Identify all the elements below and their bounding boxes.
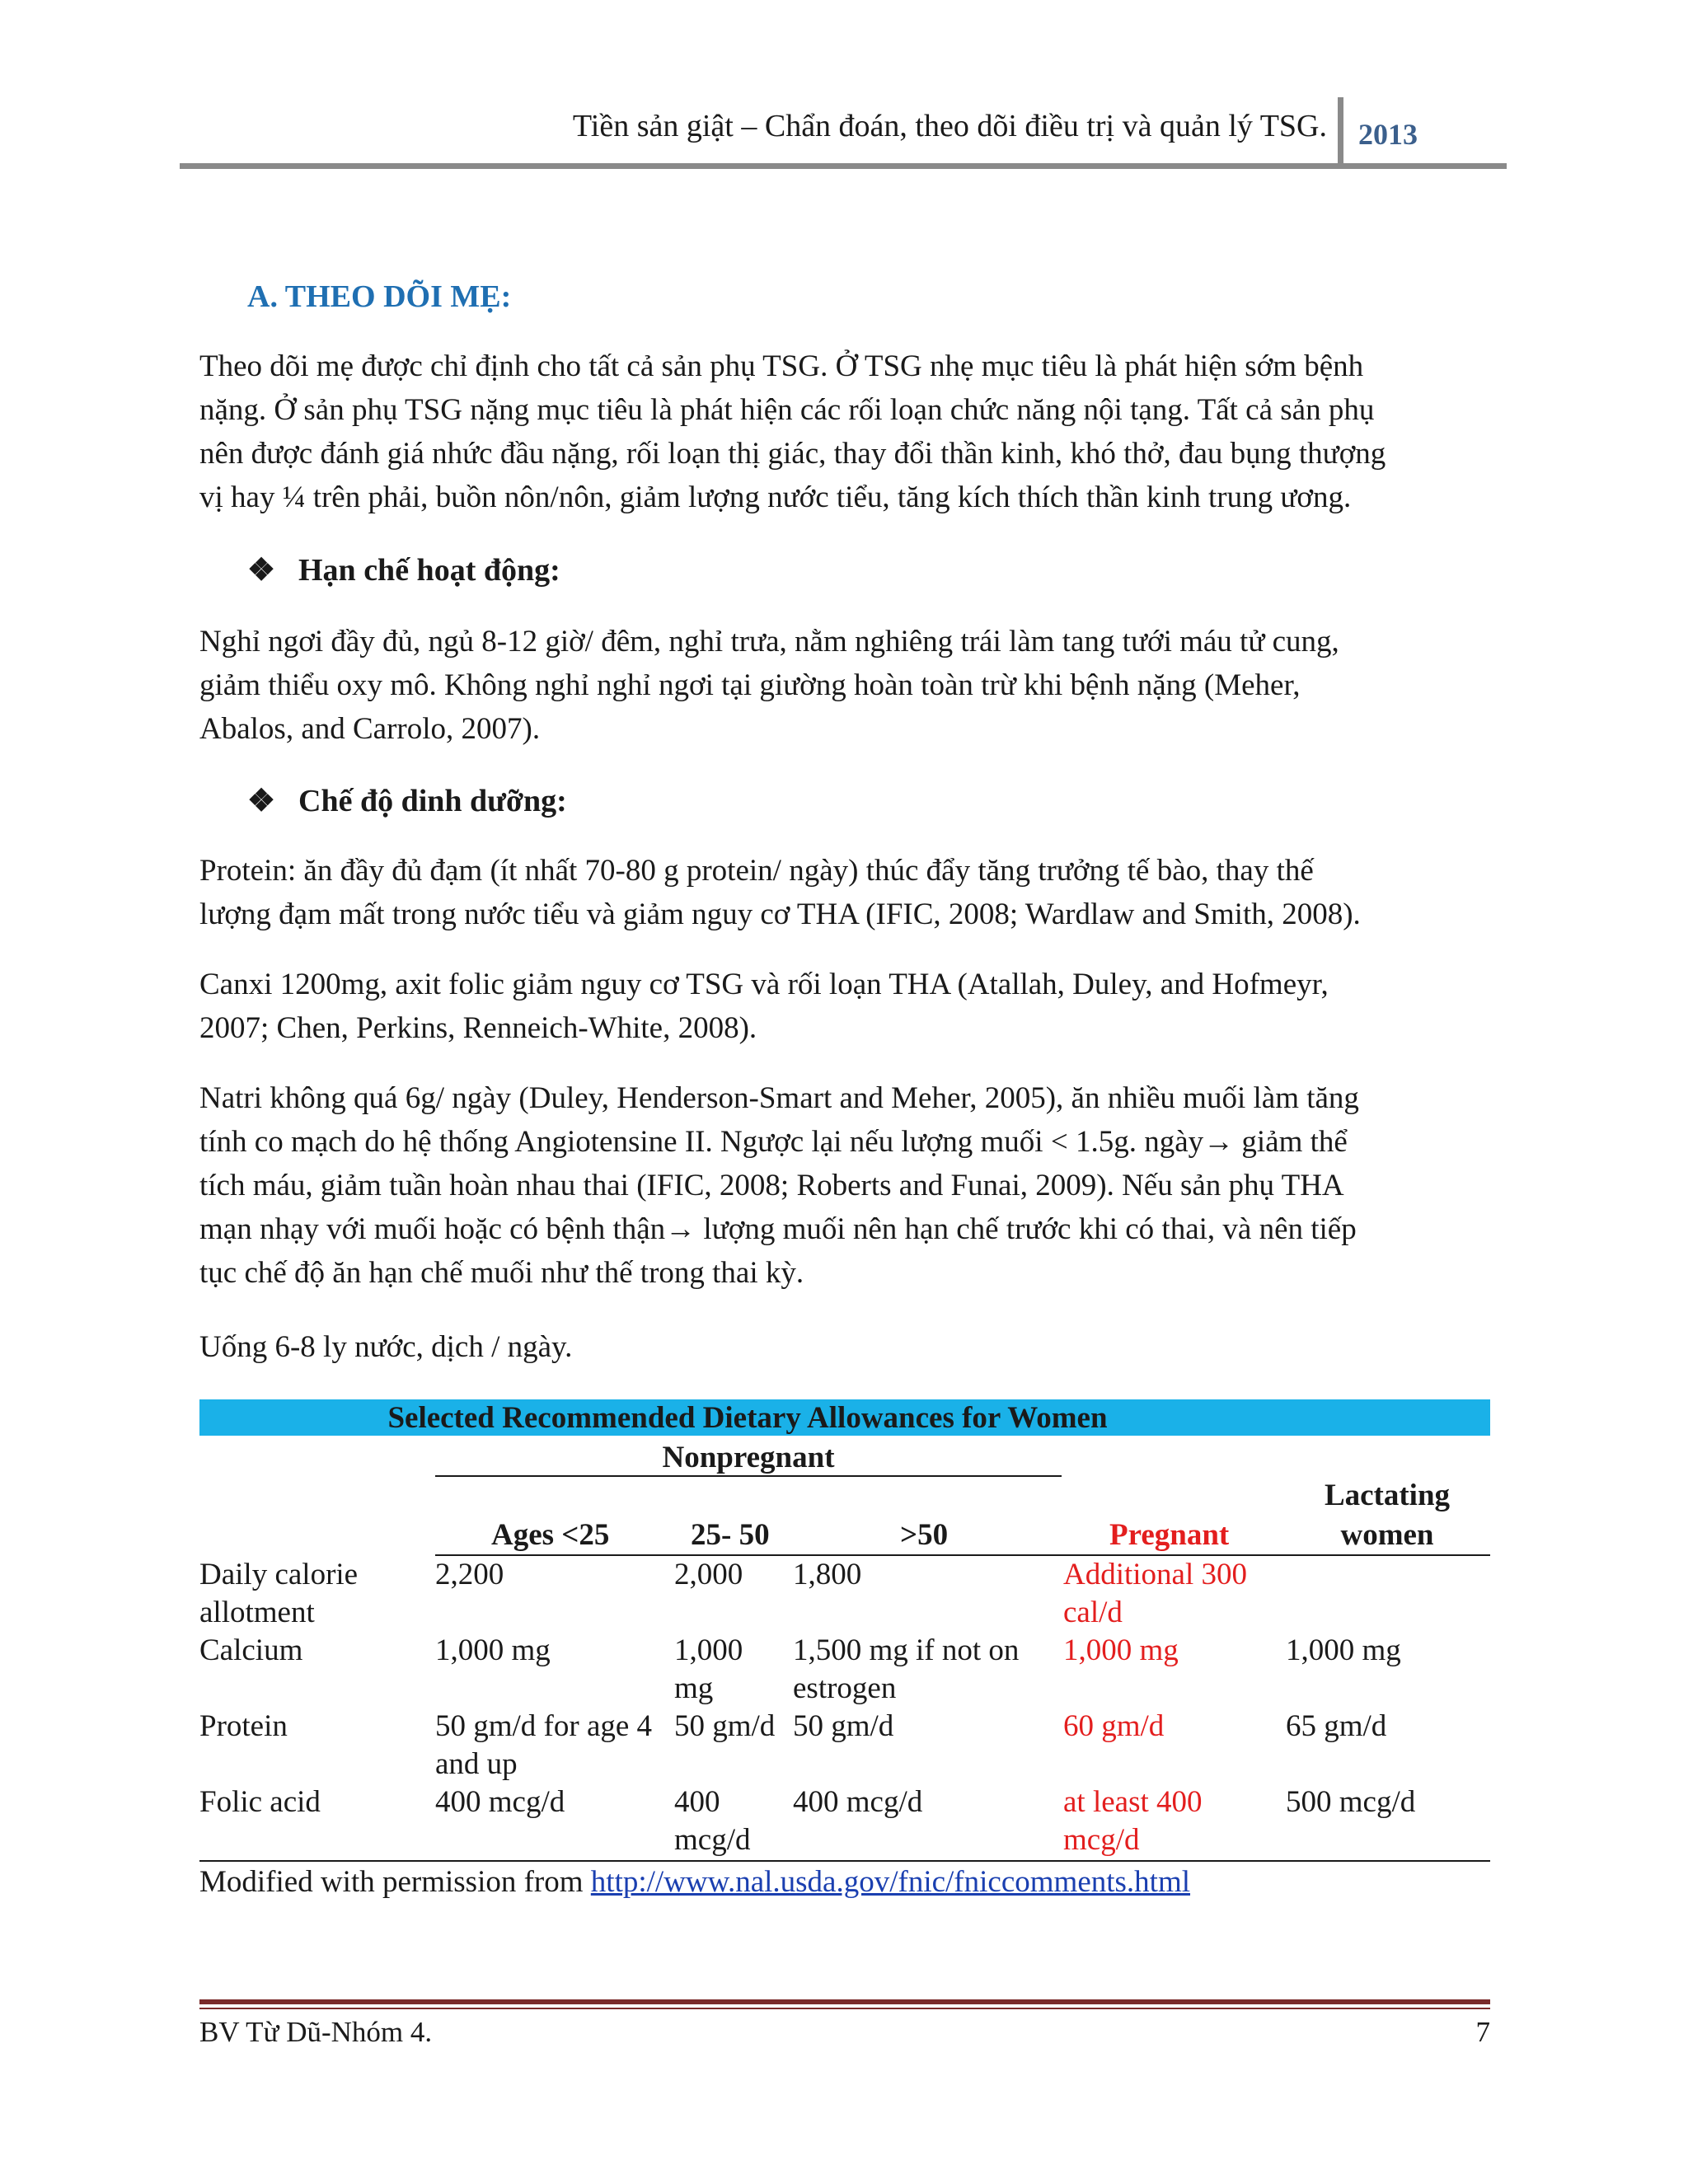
sodium-paragraph bbox=[199, 1076, 1518, 1295]
table-cell: 1,000 mg bbox=[435, 1633, 551, 1667]
activity-paragraph bbox=[199, 620, 1518, 751]
page-number: 7 bbox=[1475, 2016, 1490, 2048]
table-row-label: Daily calorie bbox=[199, 1558, 359, 1591]
table-cell-lactating: 500 mcg/d bbox=[1286, 1785, 1416, 1819]
calcium-line: 2007; Chen, Perkins, Renneich-White, 2008). bbox=[199, 1011, 757, 1045]
activity-heading-text: Hạn chế hoạt động: bbox=[298, 553, 560, 588]
table-cell: 400 mcg/d bbox=[793, 1785, 923, 1819]
table-cell: 1,500 mg if not on bbox=[793, 1633, 1020, 1667]
table-cell-pregnant: 60 gm/d bbox=[1063, 1709, 1165, 1743]
intro-line: vị hay ¼ trên phải, buồn nôn/nôn, giảm lượng nước tiểu, tăng kích thích thần kinh trung ương. bbox=[199, 480, 1352, 514]
table-cell-lactating: 1,000 mg bbox=[1286, 1633, 1401, 1667]
intro-line: nặng. Ở sản phụ TSG nặng mục tiêu là phát hiện các rối loạn chức năng nội tạng. Tất cả sản phụ bbox=[199, 393, 1375, 427]
table-cell: 50 gm/d bbox=[674, 1709, 776, 1743]
table-row-label: Folic acid bbox=[199, 1785, 321, 1819]
table-row-label: Calcium bbox=[199, 1633, 303, 1667]
fluid-line: Uống 6-8 ly nước, dịch / ngày. bbox=[199, 1330, 573, 1364]
nonpregnant-underline bbox=[435, 1475, 1062, 1477]
activity-line: Abalos, and Carrolo, 2007). bbox=[199, 712, 541, 746]
table-cell-pregnant: at least 400 bbox=[1063, 1785, 1203, 1819]
running-header-title: Tiền sản giật – Chẩn đoán, theo dõi điều trị và quản lý TSG. bbox=[572, 109, 1327, 143]
sodium-line: tích máu, giảm tuần hoàn nhau thai (IFIC, 2008; Roberts and Funai, 2009). Nếu sản phụ THA bbox=[199, 1169, 1344, 1202]
section-heading: A. THEO DÕI MẸ: bbox=[247, 279, 512, 314]
table-cell-pregnant: mcg/d bbox=[1063, 1823, 1140, 1857]
table-cell: estrogen bbox=[793, 1671, 897, 1705]
footer-rule-thin bbox=[199, 2008, 1490, 2009]
table-cell: 1,800 bbox=[793, 1558, 862, 1591]
table-row-label: Protein bbox=[199, 1709, 288, 1743]
activity-heading bbox=[247, 549, 560, 592]
footer-org: BV Từ Dũ-Nhóm 4. bbox=[199, 2016, 433, 2048]
table-cell: 1,000 bbox=[674, 1633, 743, 1667]
source-prefix: Modified with permission from bbox=[199, 1865, 591, 1899]
table-row-label: allotment bbox=[199, 1596, 315, 1629]
protein-line: lượng đạm mất trong nước tiểu và giảm nguy cơ THA (IFIC, 2008; Wardlaw and Smith, 2008). bbox=[199, 898, 1361, 931]
table-bottom-rule bbox=[199, 1860, 1490, 1862]
protein-paragraph bbox=[199, 849, 1518, 936]
table-cell: mg bbox=[674, 1671, 714, 1705]
table-cell: 2,000 bbox=[674, 1558, 743, 1591]
intro-line: Theo dõi mẹ được chỉ định cho tất cả sản phụ TSG. Ở TSG nhẹ mục tiêu là phát hiện sớm bệnh bbox=[199, 349, 1364, 383]
table-title: Selected Recommended Dietary Allowances for Women bbox=[387, 1401, 1108, 1435]
col-header-ages-25-50: 25- 50 bbox=[691, 1518, 770, 1552]
col-header-lactating: Lactating bbox=[1324, 1479, 1451, 1512]
table-source-note bbox=[199, 1863, 1190, 1902]
table-cell-lactating: 65 gm/d bbox=[1286, 1709, 1387, 1743]
sodium-line: Natri không quá 6g/ ngày (Duley, Henderson-Smart and Meher, 2005), ăn nhiều muối làm tăng bbox=[199, 1081, 1359, 1115]
table-cell: 400 bbox=[674, 1785, 720, 1819]
table-cell: and up bbox=[435, 1747, 518, 1781]
header-year: 2013 bbox=[1358, 118, 1418, 151]
table-cell: 400 mcg/d bbox=[435, 1785, 565, 1819]
table-cell: 2,200 bbox=[435, 1558, 504, 1591]
fluid-paragraph bbox=[199, 1325, 1518, 1369]
header-rule bbox=[180, 163, 1507, 169]
table-cell: 50 gm/d bbox=[793, 1709, 894, 1743]
col-header-pregnant: Pregnant bbox=[1109, 1518, 1230, 1552]
col-header-women: women bbox=[1340, 1518, 1434, 1552]
calcium-line: Canxi 1200mg, axit folic giảm nguy cơ TSG và rối loạn THA (Atallah, Duley, and Hofmeyr, bbox=[199, 968, 1329, 1001]
header-divider bbox=[1338, 97, 1343, 168]
nutrition-heading-text: Chế độ dinh dưỡng: bbox=[298, 784, 567, 818]
diamond-bullet-icon: ❖ bbox=[247, 784, 276, 818]
nonpregnant-group-header: Nonpregnant bbox=[662, 1441, 835, 1474]
source-link[interactable]: http://www.nal.usda.gov/fnic/fniccomments.html bbox=[590, 1865, 1191, 1899]
table-cell: mcg/d bbox=[674, 1823, 751, 1857]
activity-line: Nghỉ ngơi đầy đủ, ngủ 8-12 giờ/ đêm, nghỉ trưa, nằm nghiêng trái làm tang tưới máu tử cung, bbox=[199, 625, 1339, 658]
sodium-line: tính co mạch do hệ thống Angiotensine II. Ngược lại nếu lượng muối < 1.5g. ngày→ giảm thể bbox=[199, 1125, 1348, 1159]
protein-line: Protein: ăn đầy đủ đạm (ít nhất 70-80 g protein/ ngày) thúc đẩy tăng trưởng tế bào, thay thế bbox=[199, 854, 1314, 888]
table-cell-pregnant: 1,000 mg bbox=[1063, 1633, 1179, 1667]
intro-line: nên được đánh giá nhức đầu nặng, rối loạn thị giác, thay đổi thần kinh, khó thở, đau bụng thượng bbox=[199, 437, 1386, 471]
calcium-paragraph bbox=[199, 963, 1518, 1050]
footer-rule bbox=[199, 1999, 1490, 2004]
header-bottom-rule bbox=[435, 1554, 1490, 1556]
table-cell-pregnant: Additional 300 bbox=[1063, 1558, 1248, 1591]
nutrition-heading bbox=[247, 780, 567, 823]
sodium-line: mạn nhạy với muối hoặc có bệnh thận→ lượng muối nên hạn chế trước khi có thai, và nên tiếp bbox=[199, 1212, 1357, 1246]
table-cell: 50 gm/d for age 4 bbox=[435, 1709, 653, 1743]
col-header-ages-lt25: Ages <25 bbox=[491, 1518, 610, 1552]
table-cell-pregnant: cal/d bbox=[1063, 1596, 1123, 1629]
activity-line: giảm thiểu oxy mô. Không nghỉ nghỉ ngơi tại giường hoàn toàn trừ khi bệnh nặng (Meher, bbox=[199, 668, 1301, 702]
col-header-ages-gt50: >50 bbox=[900, 1518, 949, 1552]
diamond-bullet-icon: ❖ bbox=[247, 553, 276, 588]
intro-paragraph bbox=[199, 344, 1518, 519]
sodium-line: tục chế độ ăn hạn chế muối như thế trong thai kỳ. bbox=[199, 1256, 804, 1290]
